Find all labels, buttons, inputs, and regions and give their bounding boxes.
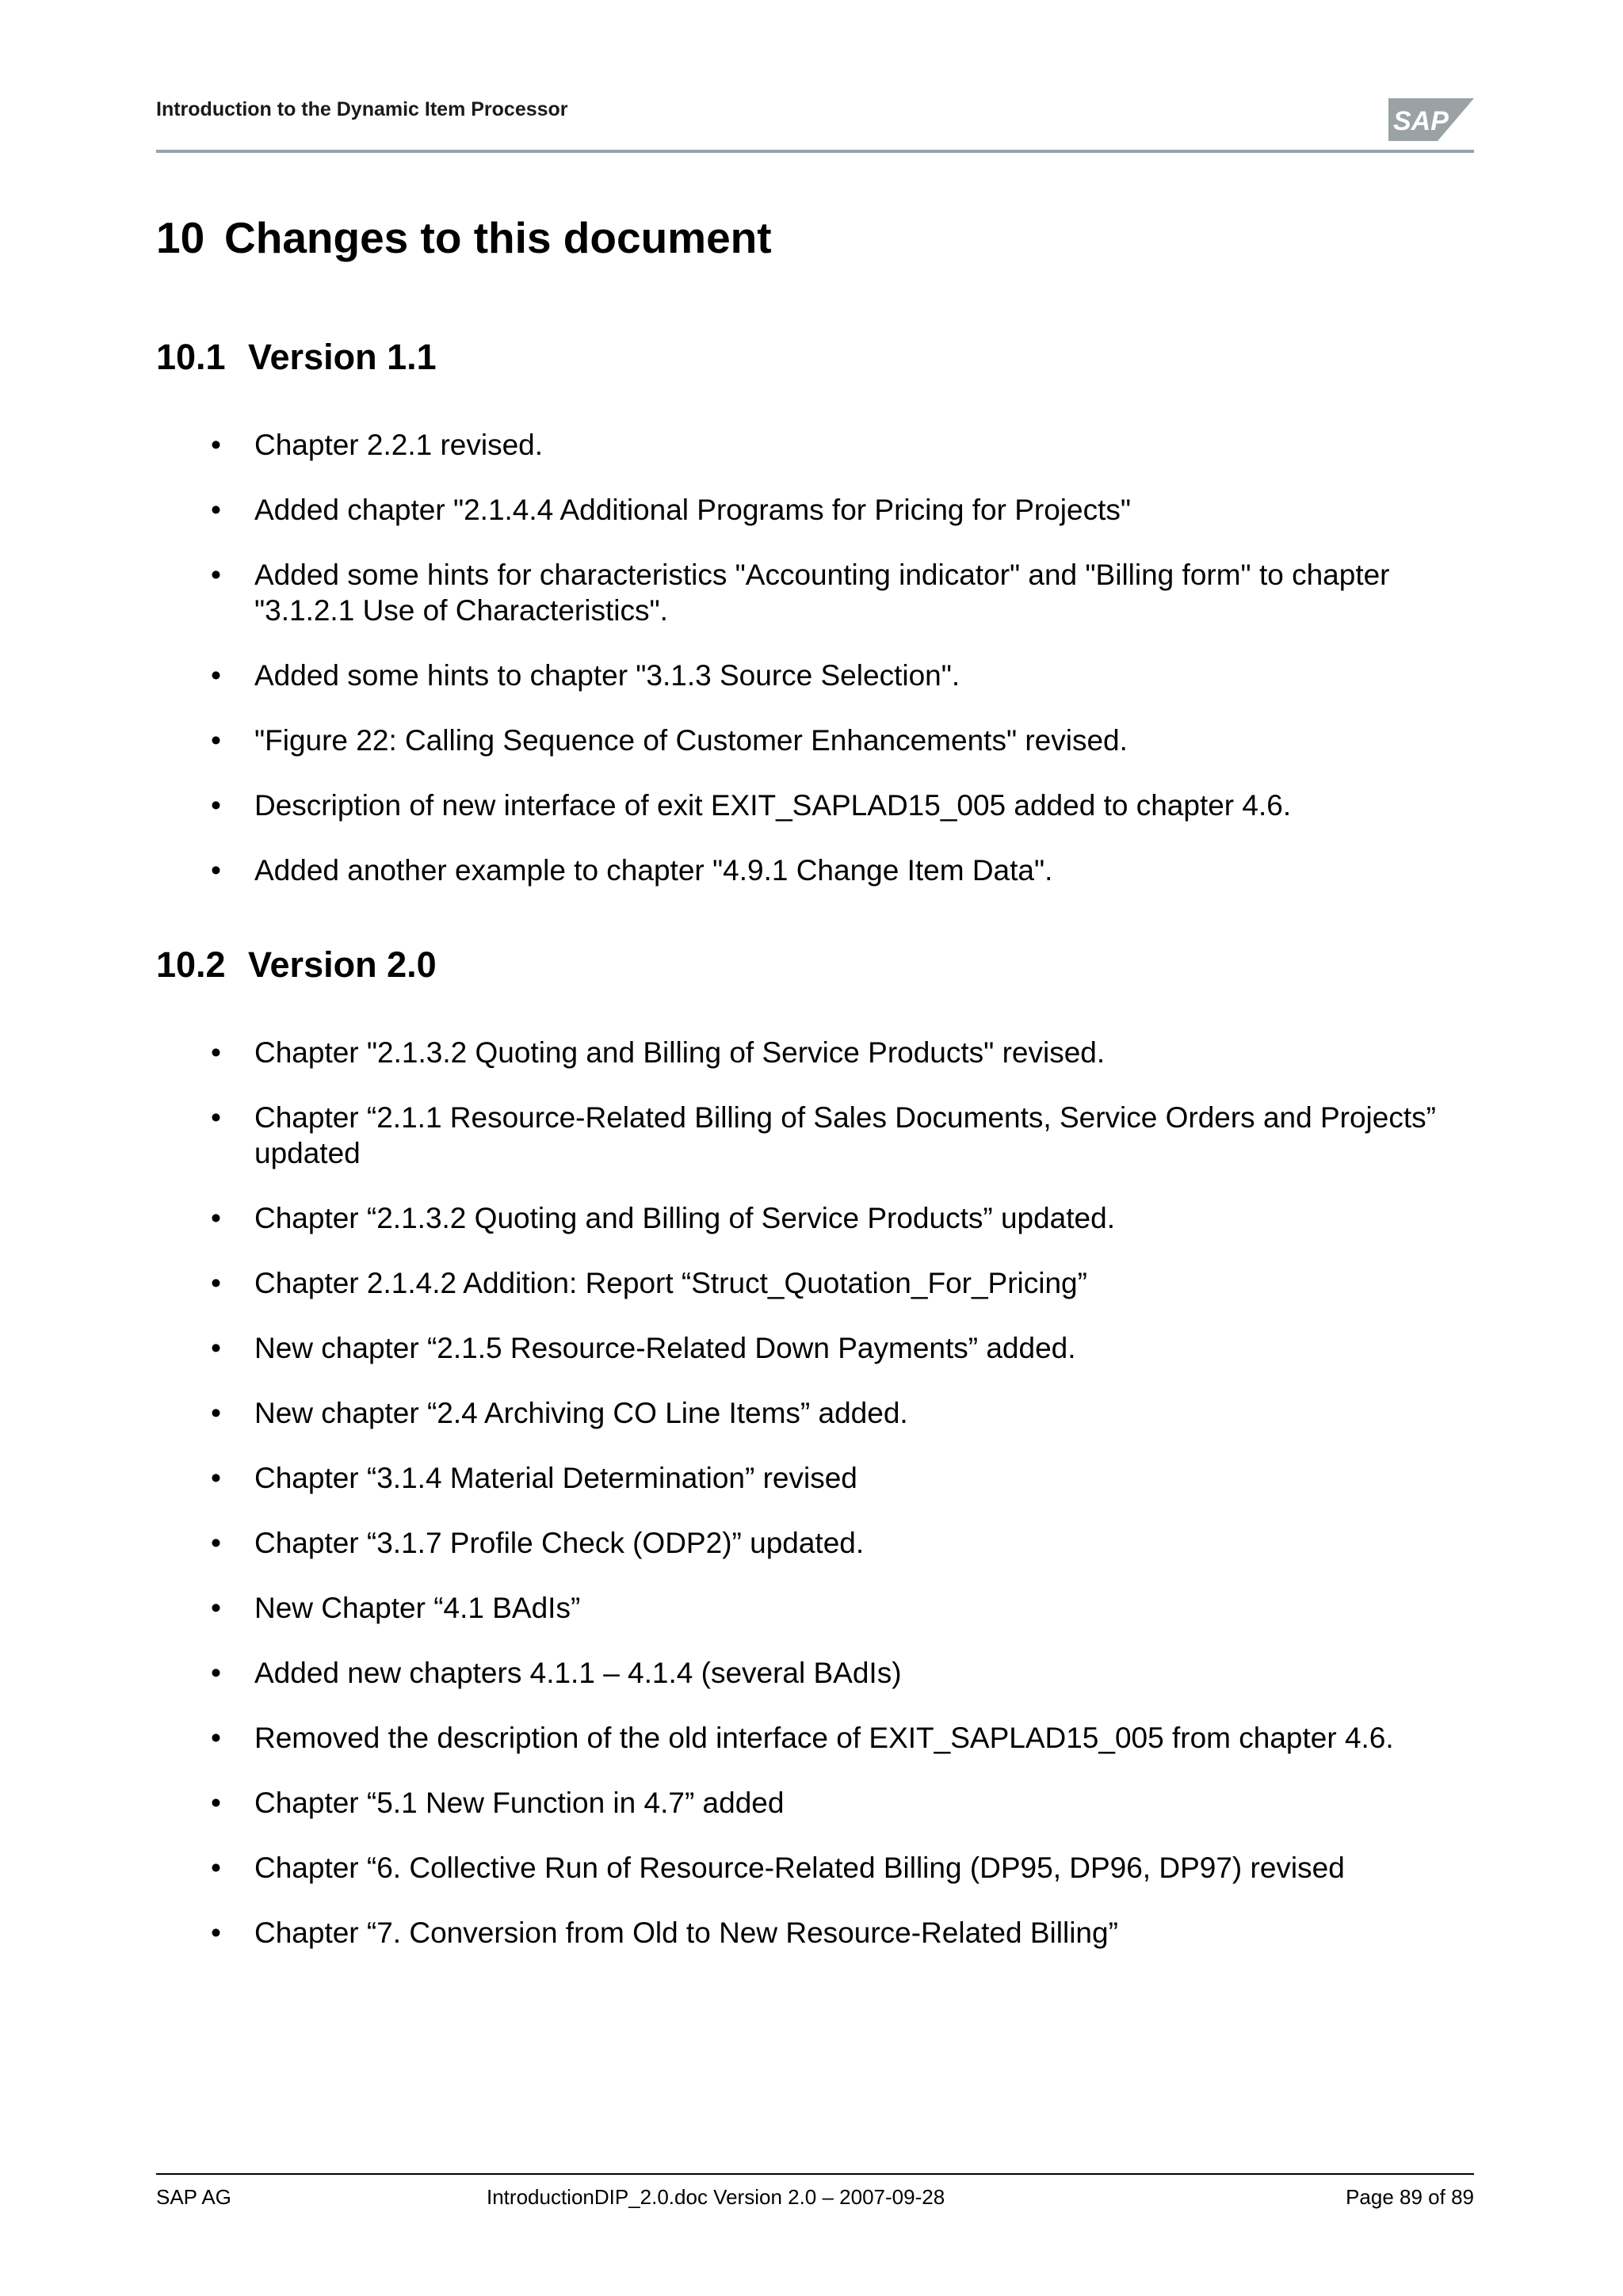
list-item: • Chapter “5.1 New Function in 4.7” added (211, 1787, 785, 1819)
section-number: 10.2 (156, 944, 226, 985)
sap-logo (1388, 98, 1474, 141)
list-item: • Added new chapters 4.1.1 – 4.1.4 (several BAdIs) (211, 1657, 902, 1689)
footer-page-number: Page 89 of 89 (1346, 2185, 1474, 2209)
header-divider (156, 150, 1474, 153)
list-item: • Chapter “7. Conversion from Old to New Resource-Related Billing” (211, 1917, 1118, 1949)
running-header-title: Introduction to the Dynamic Item Processor (156, 98, 568, 120)
list-item: • Chapter 2.2.1 revised. (211, 429, 544, 461)
chapter-heading (156, 212, 772, 263)
bullet-icon: • (211, 1332, 221, 1364)
list-item: • New chapter “2.4 Archiving CO Line Items” added. (211, 1397, 908, 1429)
section-number: 10.1 (156, 337, 226, 377)
section-heading-version-1-1 (156, 337, 437, 378)
list-item: • Chapter “3.1.7 Profile Check (ODP2)” updated. (211, 1527, 865, 1559)
bullet-icon: • (211, 1397, 221, 1429)
list-item: • Chapter “6. Collective Run of Resource-Related Billing (DP95, DP96, DP97) revised (211, 1852, 1345, 1884)
bullet-icon: • (211, 1036, 221, 1069)
changes-list-version-2-0 (156, 1035, 1480, 1980)
list-item: • New Chapter “4.1 BAdIs” (211, 1592, 581, 1624)
section-heading-version-2-0 (156, 944, 437, 986)
bullet-icon: • (211, 1787, 221, 1819)
chapter-number: 10 (156, 213, 205, 262)
bullet-icon: • (211, 429, 221, 461)
bullet-icon: • (211, 659, 221, 692)
list-item: • Added chapter "2.1.4.4 Additional Programs for Pricing for Projects" (211, 494, 1132, 526)
bullet-icon: • (211, 1917, 221, 1949)
section-title: Version 1.1 (248, 337, 437, 377)
bullet-icon: • (211, 854, 221, 887)
list-item: • Removed the description of the old interface of EXIT_SAPLAD15_005 from chapter 4.6. (211, 1722, 1394, 1754)
list-item: • Chapter “3.1.4 Material Determination” revised (211, 1462, 857, 1494)
bullet-icon: • (211, 789, 221, 822)
list-item: • Description of new interface of exit EXIT_SAPLAD15_005 added to chapter 4.6. (211, 789, 1292, 822)
bullet-icon: • (211, 1657, 221, 1689)
list-item: • Added some hints to chapter "3.1.3 Source Selection". (211, 659, 960, 692)
section-title: Version 2.0 (248, 944, 437, 985)
chapter-title: Changes to this document (224, 213, 772, 262)
list-item: • Chapter "2.1.3.2 Quoting and Billing of Service Products" revised. (211, 1036, 1106, 1069)
bullet-icon: • (211, 1202, 221, 1234)
bullet-icon: • (211, 1592, 221, 1624)
bullet-icon: • (211, 1101, 221, 1134)
list-item: • Added some hints for characteristics "Accounting indicator" and "Billing form" to chapter "3.1.2.1 Use of Characteristics". (211, 559, 1390, 627)
list-item: • Chapter 2.1.4.2 Addition: Report “Struct_Quotation_For_Pricing” (211, 1267, 1087, 1299)
bullet-icon: • (211, 724, 221, 757)
footer-document-info: IntroductionDIP_2.0.doc Version 2.0 – 2007-09-28 (487, 2185, 945, 2209)
changes-list-version-1-1 (156, 427, 1480, 917)
bullet-icon: • (211, 559, 221, 591)
bullet-icon: • (211, 1722, 221, 1754)
bullet-icon: • (211, 1462, 221, 1494)
footer-divider (156, 2173, 1474, 2175)
bullet-icon: • (211, 1267, 221, 1299)
bullet-icon: • (211, 494, 221, 526)
bullet-icon: • (211, 1852, 221, 1884)
list-item: • Added another example to chapter "4.9.1 Change Item Data". (211, 854, 1053, 887)
list-item: • Chapter “2.1.3.2 Quoting and Billing of Service Products” updated. (211, 1202, 1115, 1234)
list-item: • Chapter “2.1.1 Resource-Related Billing of Sales Documents, Service Orders and Projects” updated (211, 1101, 1436, 1169)
bullet-icon: • (211, 1527, 221, 1559)
list-item: • New chapter “2.1.5 Resource-Related Down Payments” added. (211, 1332, 1076, 1364)
list-item: • "Figure 22: Calling Sequence of Customer Enhancements" revised. (211, 724, 1128, 757)
footer-company: SAP AG (156, 2185, 231, 2209)
sap-logo-text: SAP (1393, 106, 1449, 136)
